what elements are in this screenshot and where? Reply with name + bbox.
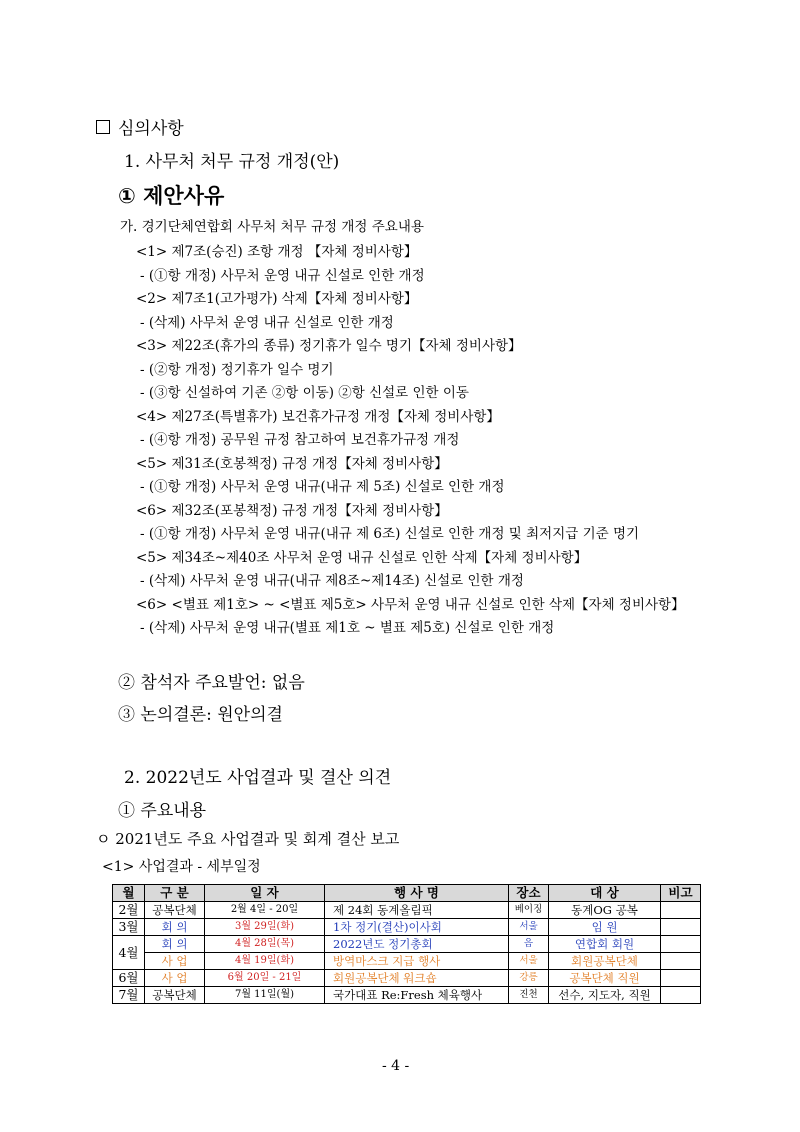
amendment-detail: - (②항 개정) 정기휴가 일수 명기	[140, 361, 334, 378]
section-title: 심의사항	[118, 119, 184, 139]
cell-note	[661, 902, 701, 919]
cell-note	[661, 953, 701, 970]
amendment-heading: <4> 제27조(특별휴가) 보건휴가규정 개정【자체 정비사항】	[136, 408, 500, 425]
item1-proposal-reason: ① 제안사유	[118, 184, 225, 208]
amendment-detail: - (①항 개정) 사무처 운영 내규 신설로 인한 개정	[140, 267, 425, 284]
item2-title: 2. 2022년도 사업결과 및 결산 의견	[124, 768, 392, 788]
amendment-detail: - (①항 개정) 사무처 운영 내규(내규 제 5조) 신설로 인한 개정	[140, 479, 505, 495]
ga-line: 가. 경기단체연합회 사무처 처무 규정 개정 주요내용	[120, 219, 424, 235]
item2-bullet: ㅇ 2021년도 주요 사업결과 및 회계 결산 보고	[96, 830, 400, 848]
cell-cat: 공복단체	[145, 902, 205, 919]
cell-event: 제 24회 동계올림픽	[325, 902, 509, 919]
amendment-heading: <3> 제22조(휴가의 종류) 정기휴가 일수 명기【자체 정비사항】	[136, 338, 522, 354]
item2-main-content: ① 주요내용	[118, 801, 207, 821]
col-header-month: 월	[113, 885, 145, 902]
amendment-heading: <6> <별표 제1호> ~ <별표 제5호> 사무처 운영 내규 신설로 인한 삭제【자체 정비사항】	[136, 596, 685, 613]
cell-target: 임 원	[549, 919, 661, 936]
cell-event: 국가대표 Re:Fresh 체육행사	[325, 987, 509, 1004]
cell-month: 6월	[113, 970, 145, 987]
table-row	[113, 936, 701, 953]
amendment-heading: <6> 제32조(포봉책정) 규정 개정【자체 정비사항】	[136, 502, 448, 519]
amendment-heading: <2> 제7조1(고가평가) 삭제【자체 정비사항】	[136, 291, 418, 307]
cell-event: 방역마스크 지급 행사	[325, 953, 509, 970]
cell-target: 연합회 회원	[549, 936, 661, 953]
item1-title: 1. 사무처 처무 규정 개정(안)	[124, 152, 340, 172]
cell-date: 4월 28일(목)	[205, 936, 325, 953]
table-header-row	[113, 885, 701, 902]
table-row	[113, 902, 701, 919]
col-header-place: 장소	[509, 885, 549, 902]
amendment-detail: - (삭제) 사무처 운영 내규 신설로 인한 개정	[140, 314, 394, 331]
cell-event: 회원공복단체 워크숍	[325, 970, 509, 987]
amendment-detail: - (①항 개정) 사무처 운영 내규(내규 제 6조) 신설로 인한 개정 및 최저지급 기준 명기	[140, 526, 640, 542]
cell-month: 3월	[113, 919, 145, 936]
cell-date: 6월 20일 - 21일	[205, 970, 325, 987]
cell-month: 2월	[113, 902, 145, 919]
amendment-detail: - (삭제) 사무처 운영 내규(내규 제8조~제14조) 신설로 인한 개정	[140, 573, 524, 589]
cell-cat: 회 의	[145, 919, 205, 936]
cell-note	[661, 919, 701, 936]
cell-note	[661, 936, 701, 953]
cell-place: 서울	[509, 919, 549, 936]
schedule-table	[112, 884, 701, 1004]
table-row	[113, 970, 701, 987]
table-row	[113, 987, 701, 1004]
section-heading	[96, 114, 184, 139]
table-row	[113, 953, 701, 970]
cell-target: 회원공복단체	[549, 953, 661, 970]
cell-note	[661, 970, 701, 987]
col-header-category: 구 분	[145, 885, 205, 902]
amendment-detail: - (③항 신설하여 기존 ②항 이동) ②항 신설로 인한 이동	[140, 385, 469, 401]
col-header-date: 일 자	[205, 885, 325, 902]
cell-date: 4월 19일(화)	[205, 953, 325, 970]
amendment-detail: - (④항 개정) 공무원 규정 참고하여 보건휴가규정 개정	[140, 432, 460, 448]
amendment-heading: <5> 제31조(호봉책정) 규정 개정【자체 정비사항】	[136, 455, 448, 472]
cell-place: 음	[509, 936, 549, 953]
cell-cat: 공복단체	[145, 987, 205, 1004]
amendment-detail: - (삭제) 사무처 운영 내규(별표 제1호 ~ 별표 제5호) 신설로 인한 개정	[140, 620, 555, 636]
cell-date: 7월 11일(월)	[205, 987, 325, 1004]
cell-month: 7월	[113, 987, 145, 1004]
item1-conclusion: ③ 논의결론: 원안의결	[118, 705, 283, 725]
cell-place: 강릉	[509, 970, 549, 987]
table-row	[113, 919, 701, 936]
checkbox-square-icon	[96, 120, 110, 134]
page-number: - 4 -	[382, 1058, 410, 1074]
cell-event: 1차 정기(결산)이사회	[325, 919, 509, 936]
col-header-target: 대 상	[549, 885, 661, 902]
cell-date: 3월 29일(화)	[205, 919, 325, 936]
cell-target: 공복단체 직원	[549, 970, 661, 987]
cell-cat: 회 의	[145, 936, 205, 953]
col-header-event: 행 사 명	[325, 885, 509, 902]
cell-place: 서울	[509, 953, 549, 970]
col-header-note: 비고	[661, 885, 701, 902]
cell-month: 4월	[113, 936, 145, 970]
cell-target: 동계OG 공복	[549, 902, 661, 919]
cell-cat: 사 업	[145, 953, 205, 970]
cell-place: 진천	[509, 987, 549, 1004]
item1-attendee-remarks: ② 참석자 주요발언: 없음	[118, 673, 305, 693]
cell-event: 2022년도 정기총회	[325, 936, 509, 953]
amendment-heading: <1> 제7조(승진) 조항 개정 【자체 정비사항】	[136, 244, 418, 260]
cell-cat: 사 업	[145, 970, 205, 987]
item2-schedule-title: <1> 사업결과 - 세부일정	[102, 859, 261, 875]
cell-target: 선수, 지도자, 직원	[549, 987, 661, 1004]
cell-place: 베이징	[509, 902, 549, 919]
amendment-heading: <5> 제34조~제40조 사무처 운영 내규 신설로 인한 삭제【자체 정비사항】	[136, 549, 588, 566]
cell-note	[661, 987, 701, 1004]
cell-date: 2월 4일 - 20일	[205, 902, 325, 919]
